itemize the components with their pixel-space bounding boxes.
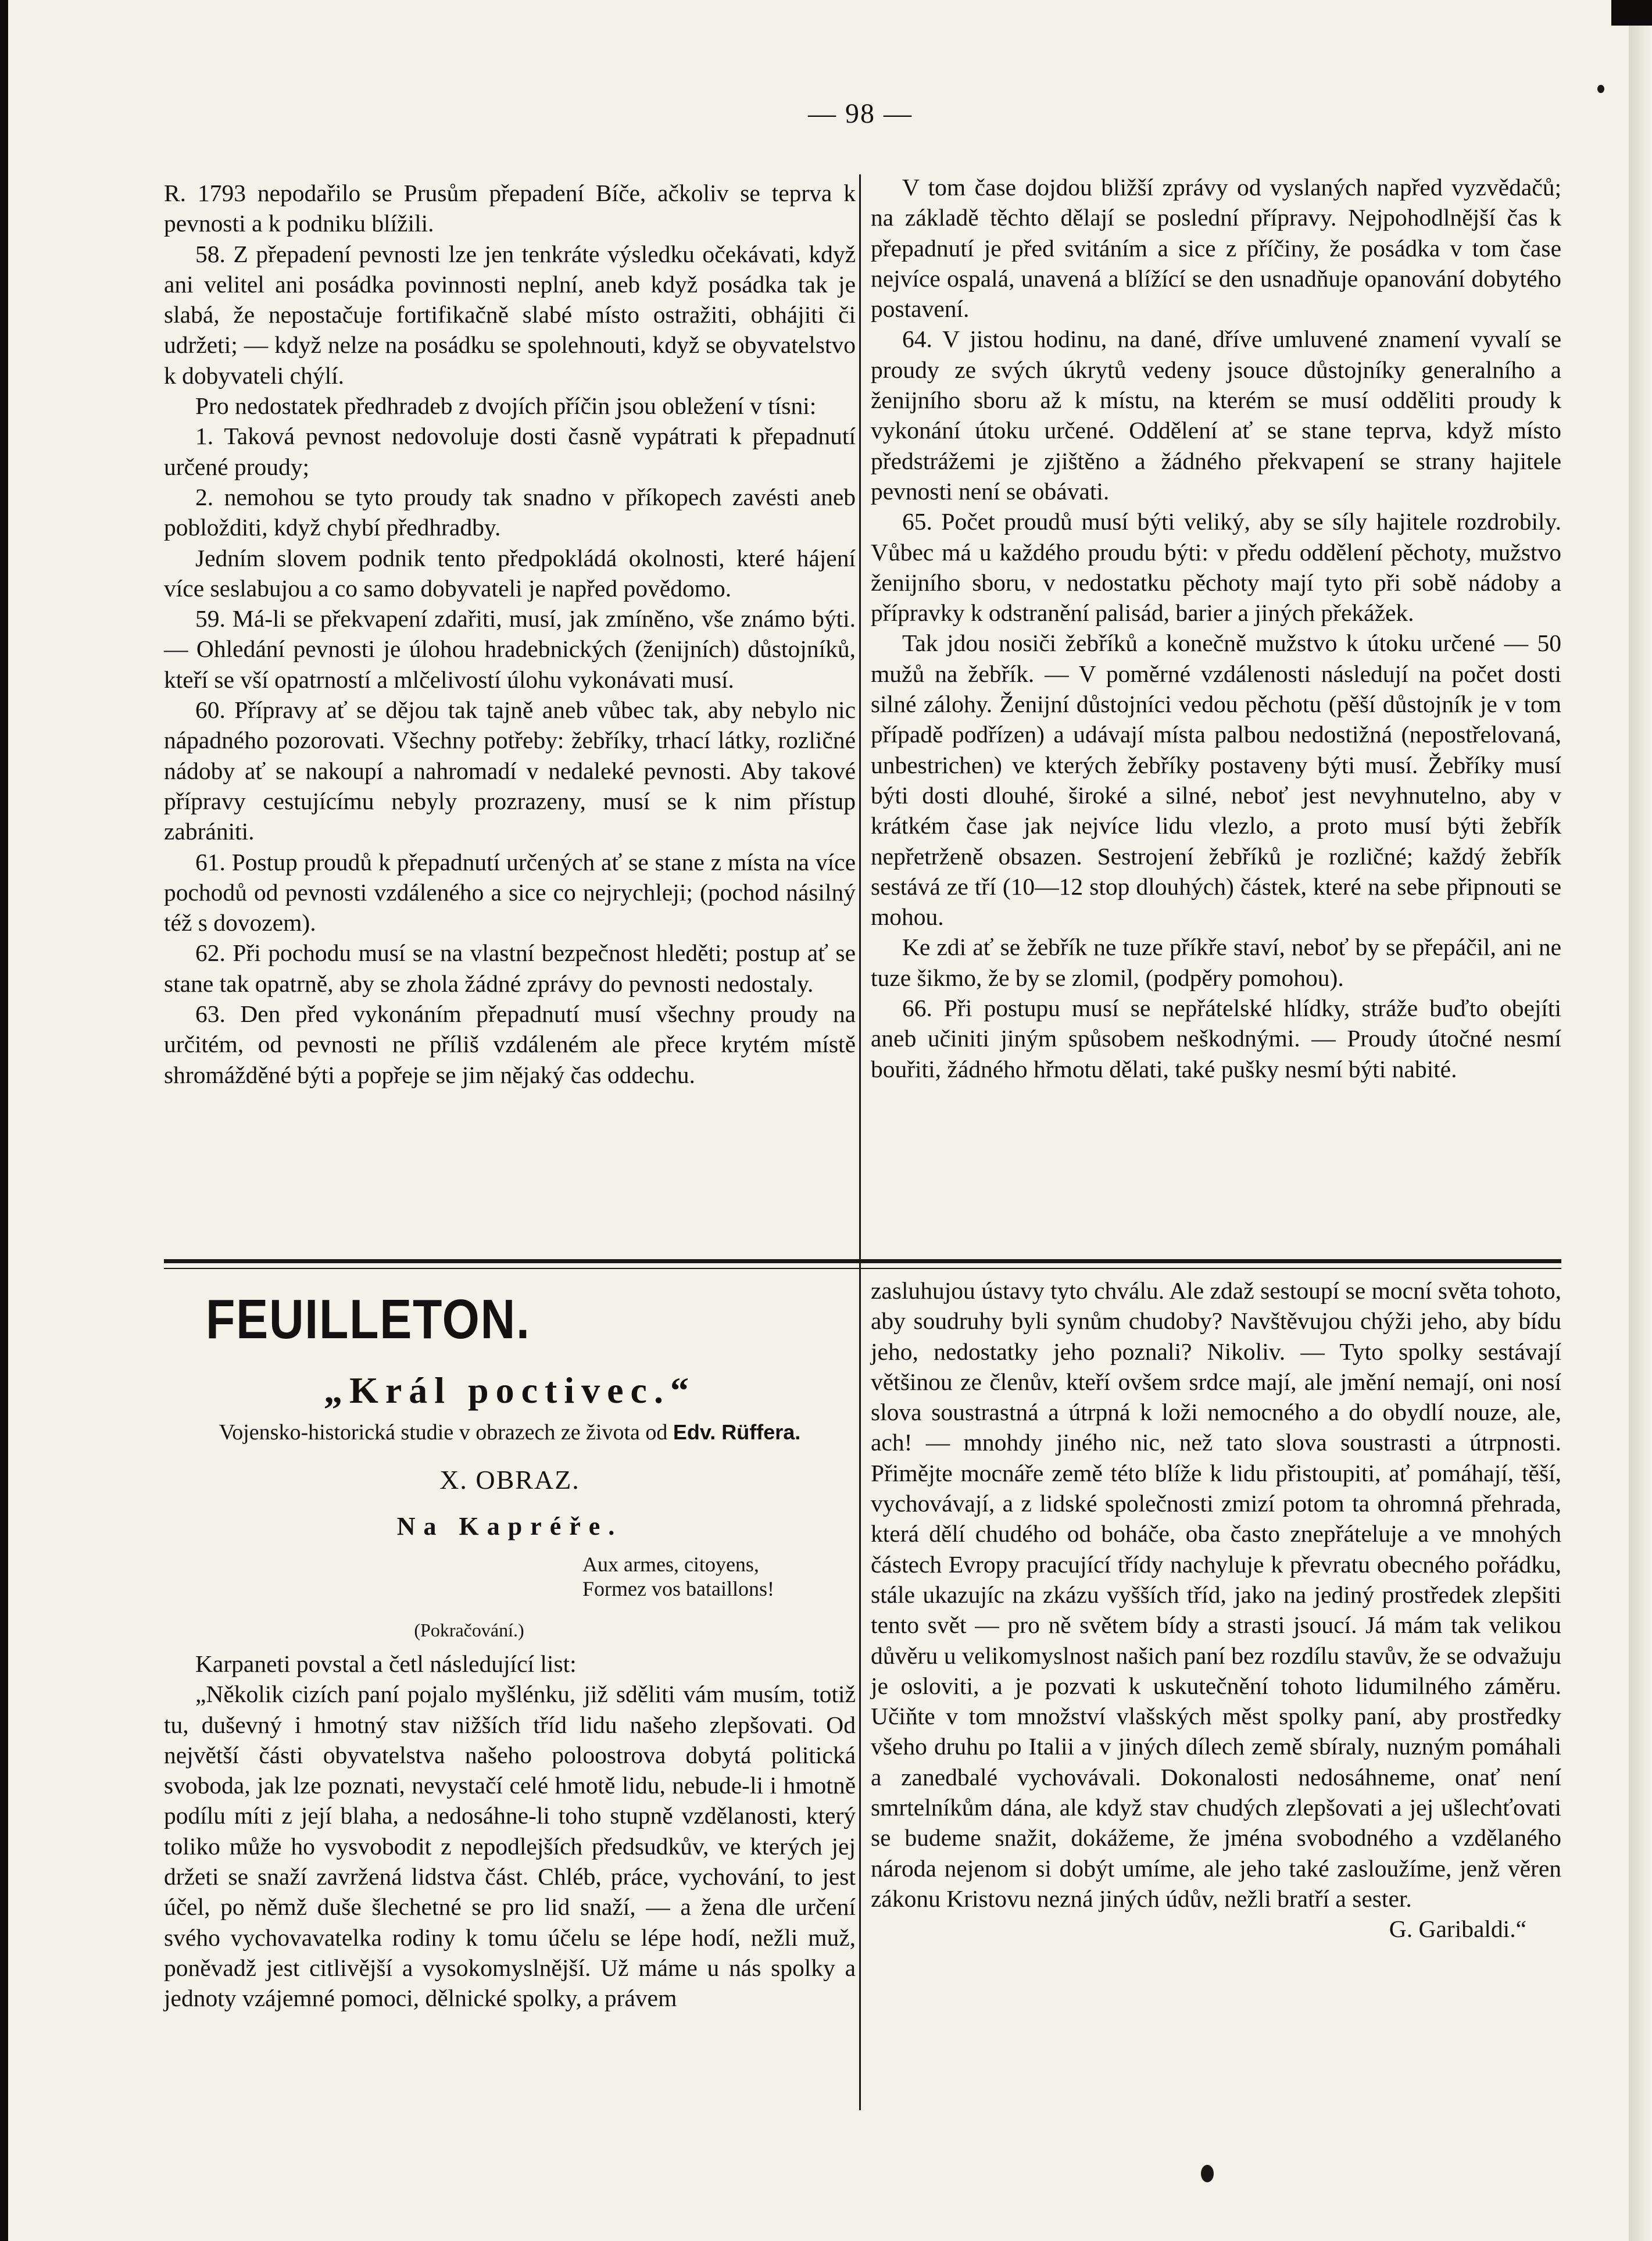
story-author: Edv. Rüffera. bbox=[673, 1420, 801, 1444]
paragraph: 58. Z přepadení pevnosti lze jen tenkráte výsledku očekávati, když ani velitel ani posádka povinnosti neplní, aneb když posádka tak je slabá, že nepostačuje fortifikačně slabé místo ostražiti, obhájiti či udržeti; — když nelze na posádku se spolehnouti, když se obyvatelstvo k dobyvateli chýlí. bbox=[164, 240, 856, 389]
feuilleton-right-column bbox=[871, 1275, 1561, 1945]
paragraph: R. 1793 nepodařilo se Prusům přepadení Bíče, ačkoliv se teprva k pevnosti a k podniku blížili. bbox=[164, 180, 856, 237]
paragraph: 62. Při pochodu musí se na vlastní bezpečnost hleděti; postup ať se stane tak opatrně, aby se zhola žádné zprávy do pevnosti nedostaly. bbox=[164, 939, 856, 997]
chapter-subtitle: Na Kapréře. bbox=[396, 1512, 623, 1541]
paragraph: Pro nedostatek předhradeb z dvojích příčin jsou obležení v tísni: bbox=[195, 392, 817, 420]
paragraph: 64. V jistou hodinu, na dané, dříve umluvené znamení vyvalí se proudy ze svých úkrytů vedeny jsouce důstojníky generalního a ženijního sboru až k místu, na kterém se musí odděliti proudy k vykonání útoku určené. Oddělení ať se stane teprva, když místo předstrážemi je zjištěno a žádného překvapení se strany hajitele pevnosti není se obávati. bbox=[871, 326, 1561, 505]
story-title: „Král poctivec.“ bbox=[324, 1370, 696, 1411]
feuilleton-heading: FEUILLETON. bbox=[206, 1288, 531, 1350]
epigraph bbox=[164, 1552, 842, 1601]
page-number: — 98 — bbox=[808, 98, 913, 129]
section-rule-thin bbox=[164, 1268, 1561, 1269]
story-subtitle bbox=[164, 1417, 856, 1447]
feuilleton-section bbox=[164, 1285, 856, 2014]
feuilleton-right-paragraph: zasluhujou ústavy tyto chválu. Ale zdaž sestoupí se mocní světa tohoto, aby soudruhy byli synům chudoby? Navštěvujou chýži jeho, aby bídu jeho, nedostatky jeho poznali? Nikoliv. — Tyto spolky sestávají většinou ze členův, kteří ovšem srdce mají, ale jmění nemají, oni nosí slova soustrastná a útrpná k loži nemocného a do obydlí nouze, ale, ach! — mnohdy jiného nic, než tato slova soustrasti a útrpnosti. Přimějte mocnáře země této blíže k lidu přistoupiti, ať pomáhají, těší, vychovávají, a z lidské společnosti zmizí potom ta ohromná přehrada, která dělí chudého od boháče, oba často znepřáteluje a ve mnohých částech Evropy pracující třídy nachyluje k převratu obecného pořádku, stále ukazujíc na zkázu vyšších tříd, jako na jediný prostředek zlepšiti tento svět — pro ně světem bídy a strasti jsoucí. Já mám tak velikou důvěru u velikomyslnost našich paní bez rozdílu stavův, že se odvažuju je osloviti, a je pozvati k uskutečnění tohoto lidumilného záměru. Učiňte v tom množství vlašských měst spolky paní, aby prostředky všeho druhu po Italii a v jiných dílech země sbíraly, nuzným pomáhali a zanedbalé vychovávali. Dokonalosti nedosáhneme, onať není smrtelníkům dána, ale když stav chudých zlepšovati a jej ušlechťovati se budeme snažit, dokážeme, že jména svobodného a vzdělaného národa nejenom si dobýt umíme, ale jeho také zasloužíme, jenž věren zákonu Kristovu nezná jiných údův, nežli bratří a sester. bbox=[871, 1277, 1561, 1912]
paragraph: Jedním slovem podnik tento předpokládá okolnosti, které hájení více seslabujou a co samo dobyvateli je napřed povědomo. bbox=[164, 544, 856, 602]
scan-edge-right bbox=[1629, 0, 1652, 2241]
epigraph-line-1: Aux armes, citoyens, bbox=[582, 1553, 759, 1576]
paragraph: Tak jdou nosiči žebříků a konečně mužstvo k útoku určené — 50 mužů na žebřík. — V poměrné vzdálenosti následují na počet dosti silné zálohy. Ženijní důstojníci vedou pěchotu (pěší důstojník je v tom případě podřízen) a udávají místa palbou nedostižná (nepostřelovaná, unbestrichen) ve kterých žebříky postaveny býti musí. Žebříky musí býti dosti dlouhé, široké a silné, neboť jest nevyhnutelno, aby v krátkém čase jak nejvíce lidu vlezlo, a proto musí býti žebřík nepřetrženě obsazen. Sestrojení žebříků je rozličné; každý žebřík sestává ze tří (10—12 stop dlouhých) částek, které na sebe připnouti se mohou. bbox=[871, 630, 1561, 931]
article-right-column bbox=[871, 172, 1561, 1084]
feuilleton-paragraph: Karpaneti povstal a četl následující list: bbox=[195, 1650, 577, 1677]
article-left-column bbox=[164, 178, 856, 1090]
paragraph: 63. Den před vykonáním přepadnutí musí všechny proudy na určitém, od pevnosti ne příliš vzdáleném ale přece krytém místě shromážděné býti a popřeje se jim nějaký čas oddechu. bbox=[164, 1000, 856, 1088]
ink-spot bbox=[1201, 2165, 1214, 2182]
scan-edge-left bbox=[0, 0, 8, 2241]
paragraph: 59. Má-li se překvapení zdařiti, musí, jak zmíněno, vše známo býti. — Ohledání pevnosti je úlohou hradebnických (ženijních) důstojníků, kteří se vší opatrností a mlčelivostí úlohu vykonávati musí. bbox=[164, 605, 856, 693]
paragraph: Ke zdi ať se žebřík ne tuze příkře staví, neboť by se přepáčil, ani ne tuze šikmo, že by se zlomil, (podpěry pomohou). bbox=[871, 934, 1561, 991]
story-subtitle-prefix: Vojensko-historická studie v obrazech ze života od bbox=[219, 1420, 668, 1445]
section-rule-thick bbox=[164, 1259, 1561, 1263]
paragraph: 2. nemohou se tyto proudy tak snadno v příkopech zavésti aneb pobložditi, když chybí předhradby. bbox=[164, 483, 856, 541]
epigraph-line-2: Formez vos bataillons! bbox=[582, 1577, 774, 1600]
signature: G. Garibaldi.“ bbox=[1389, 1915, 1526, 1943]
feuilleton-signature-line bbox=[871, 1914, 1561, 1944]
paragraph: 66. Při postupu musí se nepřátelské hlídky, stráže buďto obejíti aneb učiniti jiným spůsobem neškodnými. — Proudy útočné nesmí bouřiti, žádného hřmotu dělati, také pušky nesmí býti nabité. bbox=[871, 995, 1561, 1082]
scan-corner-mark bbox=[1611, 0, 1652, 26]
feuilleton-paragraph: „Několik cizích paní pojalo myšlénku, již sděliti vám musím, totiž tu, duševný i hmotný stav nižších tříd lidu našeho zlepšovati. Od největší části obyvatelstva našeho poloostrova dobytá politická svoboda, jak lze poznati, nevystačí celé hmotě lidu, nebude-li i hmotně podílu míti z její blaha, a nedosáhne-li toho stupně vzdělanosti, který toliko může ho vysvobodit z nepodlejších předsudkův, ve kterých jej držeti se snaží zavržená lidstva část. Chléb, práce, vychování, to jest účel, po němž duše šlechetné se pro lid snaží, — a žena dle určení svého vychovavatelka rodiny k tomu účelu se lépe hodí, nežli muž, poněvadž jest citlivější a vysokomyslnější. Už máme u nás spolky a jednoty vzájemné pomoci, dělnické spolky, a právem bbox=[164, 1681, 856, 2012]
paragraph: 60. Přípravy ať se dějou tak tajně aneb vůbec tak, aby nebylo nic nápadného pozorovati. Všechny potřeby: žebříky, trhací látky, rozličné nádoby ať se nakoupí a nahromadí v nedaleké pevnosti. Aby takové přípravy cestujícímu nebyly prozrazeny, musí se k nim přístup zabrániti. bbox=[164, 696, 856, 845]
chapter-title: X. OBRAZ. bbox=[439, 1465, 580, 1495]
paragraph: 61. Postup proudů k přepadnutí určených ať se stane z místa na více pochodů od pevnosti vzdáleného a sice co nejrychleji; (pochod násilný též s dovozem). bbox=[164, 848, 856, 937]
paragraph: 1. Taková pevnost nedovoluje dosti časně vypátrati k přepadnutí určené proudy; bbox=[164, 423, 856, 480]
paragraph: V tom čase dojdou bližší zprávy od vyslaných napřed vyzvědačů; na základě těchto dělají se poslední přípravy. Nejpohodlnější čas k přepadnutí je před svitáním a sice z příčiny, že posádka v tom čase nejvíce ospalá, unavená a blížící se den usnadňuje opanování dobytého postavení. bbox=[871, 174, 1561, 323]
column-divider bbox=[859, 174, 861, 2110]
feuilleton-left-text bbox=[164, 1649, 856, 2014]
continued-note: (Pokračování.) bbox=[414, 1620, 524, 1640]
ink-spot bbox=[1597, 85, 1604, 93]
paragraph: 65. Počet proudů musí býti veliký, aby se síly hajitele rozdrobily. Vůbec má u každého proudu býti: v předu oddělení pěchoty, mužstvo ženijního sboru, v nedostatku pěchoty mají tyto při sobě nádoby a přípravky k odstranění palisád, barier a jiných překážek. bbox=[871, 508, 1561, 627]
